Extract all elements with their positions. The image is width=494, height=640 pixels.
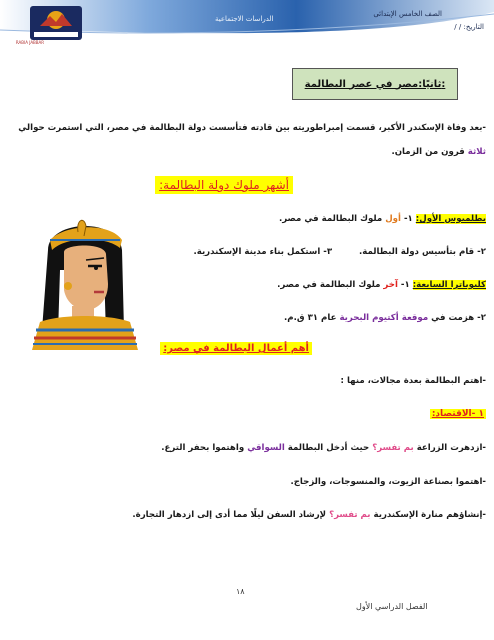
economy-line-3-rest: لإرشاد السفن ليلًا مما أدى إلى ازدهار التجارة.	[132, 510, 327, 520]
cleopatra-line	[277, 280, 486, 290]
cleopatra-name: كليوباترا السابعة:	[412, 280, 486, 290]
date-label: التاريخ: / /	[454, 23, 484, 31]
intro-highlight: ثلاثة	[467, 147, 486, 157]
subject-label: الدراسات الاجتماعية	[215, 15, 274, 23]
works-intro: -اهتم البطالمة بعدة مجالات، منها :	[340, 376, 486, 386]
economy-line-1-mid: حيث أدخل البطالمة	[287, 443, 370, 453]
economy-line-3-prefix: -إنشاؤهم منارة الإسكندرية	[373, 510, 486, 520]
cleopatra-item2-highlight: موقعة أكتيوم البحرية	[339, 313, 429, 323]
ptolemy-item2: ٢- قام بتأسيس دولة البطالمة.	[359, 247, 486, 257]
term-label: الفصل الدراسي الأول	[356, 602, 428, 611]
ptolemy-item1-rest: ملوك البطالمة في مصر.	[278, 214, 383, 224]
economy-line-1-prefix: -ازدهرت الزراعة	[416, 443, 486, 453]
works-heading: أهم أعمال البطالمة في مصر:	[160, 342, 312, 355]
intro-line-2	[391, 147, 486, 157]
famous-kings-heading: أشهر ملوك دولة البطالمة:	[155, 176, 293, 194]
section-title-box	[292, 68, 458, 100]
economy-line-1-highlight: السواقي	[247, 443, 285, 453]
cleopatra-illustration	[20, 210, 152, 360]
ptolemy-item1-prefix: ١-	[403, 214, 413, 224]
economy-line-3	[132, 510, 486, 520]
economy-line-1-rest: واهتموا بحفر الترع.	[161, 443, 245, 453]
cleopatra-item2-prefix: ٢- هزمت في	[431, 313, 486, 323]
economy-line-3-question: بم تفسر؟	[329, 510, 371, 520]
grade-label: الصف الخامس الإبتدائى	[373, 10, 442, 18]
cleopatra-item1-rest: ملوك البطالمة في مصر.	[277, 280, 381, 290]
ptolemy-item1-highlight: أول	[385, 214, 401, 224]
intro-line-1: -بعد وفاة الإسكندر الأكبر، قسمت إمبراطوريته بين قادته فتأسست دولة البطالمة في مصر، التي استمرت حوالي	[18, 123, 486, 133]
cleopatra-item1-highlight: آخر	[383, 280, 398, 290]
ptolemy-item3: ٣- استكمل بناء مدينة الإسكندرية.	[193, 247, 333, 257]
section-title: ثانيًا:مصر في عصر البطالمة:	[304, 78, 446, 90]
ptolemy-items	[193, 247, 486, 257]
ptolemy-name: بطلميوس الأول:	[415, 214, 486, 224]
page-number: ١٨	[236, 587, 245, 596]
ptolemy-line	[279, 214, 486, 224]
economy-line-2: -اهتموا بصناعة الزيوت، والمنسوجات، والزجاج.	[290, 477, 486, 487]
economy-heading: ١ -الاقتصاد:	[431, 409, 484, 419]
logo-caption: RABIA JABBAR	[15, 40, 45, 45]
cleopatra-item2-rest: عام ٣١ ق.م.	[284, 313, 337, 323]
cleopatra-item2	[284, 313, 486, 323]
economy-line-1	[161, 443, 486, 453]
intro-line-2-rest: قرون من الزمان.	[391, 147, 465, 157]
cleopatra-item1-prefix: ١-	[400, 280, 410, 290]
economy-line-1-question: بم تفسر؟	[372, 443, 414, 453]
